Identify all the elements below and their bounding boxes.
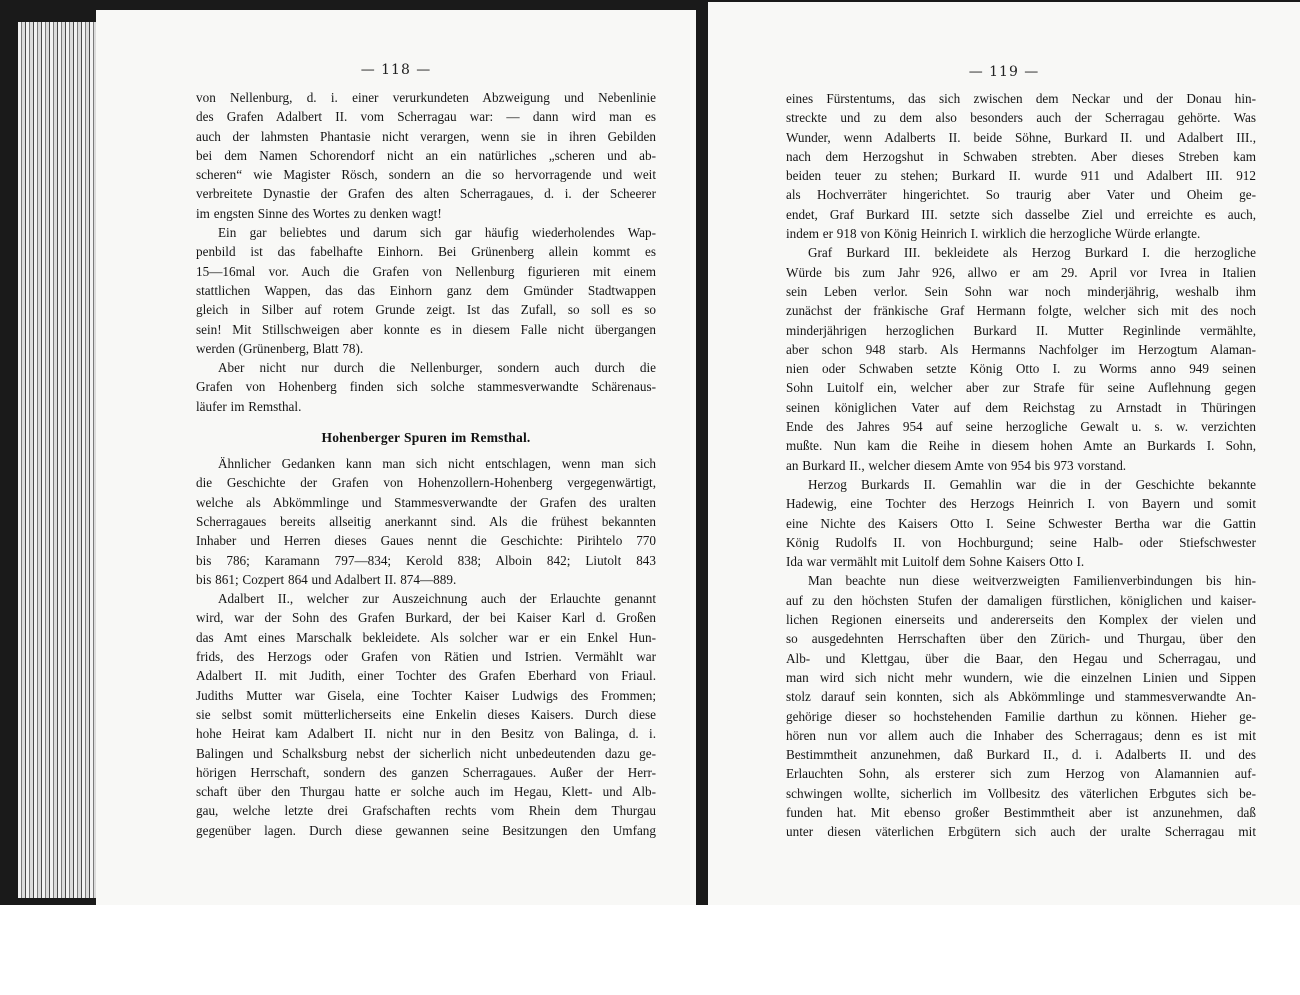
text-line: Ida war vermählt mit Luitolf dem Sohne Kaisers Otto I.	[786, 554, 1085, 570]
text-line: Sohn Luitolf ein, welcher aber zur Strafe für seine Auflehnung gegen	[786, 380, 1256, 396]
text-line: streckte und zu dem also besonders auch der Scherragau gehörte. Was	[786, 110, 1256, 126]
text-line: bis 786; Karamann 797—834; Kerold 838; Alboin 842; Liutolt 843	[196, 552, 656, 568]
text-line: stattlichen Wappen, das das Einhorn ganz dem Gmünder Stadtwappen	[196, 282, 656, 298]
text-line: von Nellenburg, d. i. einer verurkundeten Abzweigung und Nebenlinie	[196, 90, 656, 105]
section-heading: Hohenberger Spuren im Remsthal.	[321, 430, 531, 446]
text-line: Scherragaues bereits allseitig anerkannt sind. Als die frühest bekannten	[196, 513, 656, 529]
text-line: läufer im Remsthal.	[196, 398, 302, 414]
text-line: verbreitete Dynastie der Grafen des alten Scherragaues, d. i. der Scheerer	[196, 186, 656, 202]
right-text-block	[786, 89, 1256, 842]
text-line: man wird sich nicht mehr wundern, wie die einzelnen Linien und Sippen	[786, 669, 1256, 685]
right-page	[708, 2, 1300, 905]
text-line: im engsten Sinne des Wortes zu denken wagt!	[196, 205, 442, 221]
text-line: Adalbert II., welcher zur Auszeichnung auch der Erlauchte genannt	[218, 591, 656, 607]
text-line: gleich in Silber auf rotem Grunde zeigt. Ist das Zufall, so soll es so	[196, 302, 656, 318]
text-line: auch der lahmsten Phantasie nicht verargen, wenn sie in ihren Gebilden	[196, 128, 656, 144]
text-line: schaft über den Thurgau hatte er solche auch im Hegau, Klett- und Alb-	[196, 784, 656, 800]
text-line: bis 861; Cozpert 864 und Adalbert II. 874—889.	[196, 571, 457, 587]
text-line: minderjährigen herzoglichen Burkard II. Mutter Reginlinde vermählte,	[786, 322, 1256, 338]
text-line: Wunder, wenn Adalberts II. beide Söhne, Burkard II. und Adalbert III.,	[786, 129, 1256, 145]
text-line: sein! Mit Stillschweigen aber konnte es in diesem Falle nicht übergangen	[196, 321, 656, 337]
text-line: indem er 918 von König Heinrich I. wirklich die herzogliche Würde erlangte.	[786, 226, 1201, 242]
text-line: als Hochverräter hingerichtet. So traurig aber Vater und Oheim ge-	[786, 187, 1256, 203]
text-line: Alb- und Klettgau, über die Baar, den Hegau und Scherragau, und	[786, 650, 1256, 666]
text-line: Adalbert II. mit Judith, einer Tochter des Grafen Eberhard von Friaul.	[196, 668, 656, 684]
text-line: nach dem Herzogshut in Schwaben strebten. Aber dieses Streben kam	[786, 148, 1256, 164]
text-line: Judiths Mutter war Gisela, eine Tochter Kaiser Ludwigs des Frommen;	[196, 687, 656, 703]
text-line: scheren“ wie Magister Rösch, sondern an die so hervorragende und weit	[196, 167, 656, 183]
text-line: hörigen Herrschaft, sondern des ganzen Scherragaues. Außer der Herr-	[196, 764, 656, 780]
text-line: an Burkard II., welcher diesem Amte von 954 bis 973 vorstand.	[786, 457, 1127, 473]
text-line: frids, des Herzogs oder Grafen von Rätien und Istrien. Vermählt war	[196, 649, 656, 665]
text-line: die Geschichte der Grafen von Hohenzollern-Hohenberg vergegenwärtigt,	[196, 475, 656, 491]
text-line: Man beachte nun diese weitverzweigten Familienverbindungen bis hin-	[808, 573, 1256, 589]
text-line: König Rudolfs II. von Hochburgund; seine Halb- oder Stiefschwester	[786, 534, 1256, 550]
text-line: Hadewig, eine Tochter des Herzogs Heinrich I. von Bayern und somit	[786, 496, 1256, 512]
text-line: Würde bis zum Jahr 926, allwo er am 29. April vor Ivrea in Italien	[786, 264, 1256, 280]
paragraph	[196, 589, 656, 840]
text-line: Graf Burkard III. bekleidete als Herzog Burkard I. die herzogliche	[808, 245, 1256, 261]
paragraph	[786, 571, 1256, 841]
text-line: mußte. Nun kam die Reihe in diesem hohen Amte an Burkards I. Sohn,	[786, 438, 1256, 454]
paragraph	[196, 358, 656, 416]
text-line: Balingen und Schalksburg nebst der sicherlich nicht unbedeutenden dazu ge-	[196, 745, 656, 761]
text-line: penbild ist das fabelhafte Einhorn. Bei Grünenberg allein kommt es	[196, 244, 656, 260]
text-line: schwingen wollte, sicherlich im Vollbesitz des väterlichen Erbgutes sich be-	[786, 785, 1256, 801]
text-line: funden hat. Mit ebenso großer Bestimmtheit aber ist anzunehmen, daß	[786, 804, 1256, 820]
text-line: eines Fürstentums, das sich zwischen dem Neckar und der Donau hin-	[786, 91, 1256, 106]
text-line: welche als Abkömmlinge und Stammesverwandte der Grafen des uralten	[196, 494, 656, 510]
paragraph	[786, 243, 1256, 475]
text-line: Ähnlicher Gedanken kann man sich nicht entschlagen, wenn man sich	[218, 456, 656, 472]
paragraph	[196, 88, 656, 223]
text-line: Inhaber und Herren dieses Gaues nennt die Geschichte: Pirihtelo 770	[196, 533, 656, 549]
page-number: — 119 —	[968, 64, 1040, 80]
text-line: Grafen von Hohenberg finden sich solche stammesverwandte Schärenaus-	[196, 379, 656, 395]
text-line: auf zu den höchsten Stufen der damaligen fürstlichen, königlichen und kaiser-	[786, 592, 1256, 608]
text-line: Herzog Burkards II. Gemahlin war die in der Geschichte bekannte	[808, 476, 1256, 492]
text-line: das Amt eines Marschalk bekleidete. Als solcher war er ein Enkel Hun-	[196, 629, 656, 645]
text-line: hören nun vor allem auch die Inhaber des Scherragaus; denn es ist mit	[786, 727, 1256, 743]
text-line: gegenüber lagen. Durch diese gewannen seine Besitzungen den Umfang	[196, 822, 656, 838]
text-line: so ausgedehnten Herrschaften über den Zürich- und Thurgau, über den	[786, 631, 1256, 647]
text-line: gehörige dieser so hochstehenden Familie darthun zu können. Hieher ge-	[786, 708, 1256, 724]
text-line: gau, welche letzte drei Grafschaften rechts vom Rhein dem Thurgau	[196, 803, 656, 819]
text-line: werden (Grünenberg, Blatt 78).	[196, 340, 364, 356]
text-line: wird, war der Sohn des Grafen Burkard, der bei Kaiser Karl d. Großen	[196, 610, 656, 626]
text-line: Bestimmtheit anzunehmen, daß Burkard II., d. i. Adalberts II. und des	[786, 747, 1256, 763]
text-line: bei dem Namen Schorendorf nicht an ein natürliches „scheren und ab-	[196, 147, 656, 163]
text-line: Erlauchten Sohn, als ersterer sich zum Herzog von Alamannien auf-	[786, 766, 1256, 782]
text-line: stolz darauf sein konnten, sich als Abkömmlinge und stammesverwandte An-	[786, 689, 1256, 705]
text-line: beiden teuer zu stehen; Burkard II. wurde 911 und Adalbert III. 912	[786, 168, 1256, 184]
text-line: seinen königlichen Vater auf dem Reichstag zu Arnstadt in Thüringen	[786, 399, 1256, 415]
text-line: sie selbst somit mütterlicherseits eine Enkelin dieses Kaisers. Durch diese	[196, 706, 656, 722]
text-line: nien oder Schwaben setzte König Otto I. zu Worms anno 949 seinen	[786, 361, 1256, 377]
text-line: Ende des Jahres 954 auf seine herzogliche Gewalt u. s. w. verzichten	[786, 419, 1256, 435]
text-line: endet, Graf Burkard III. setzte sich dasselbe Ziel und erreichte es auch,	[786, 206, 1256, 222]
text-line: Ein gar beliebtes und darum sich gar häufig wiederholendes Wap-	[218, 225, 656, 241]
paragraph	[196, 454, 656, 589]
text-line: hohe Heirat kam Adalbert II. nicht nur in den Besitz von Balinga, d. i.	[196, 726, 656, 742]
paragraph	[786, 475, 1256, 571]
left-text-block	[196, 88, 656, 840]
text-line: zunächst der fränkische Graf Hermann folgte, welcher sich mit des noch	[786, 303, 1256, 319]
text-line: lichen Regionen einerseits und andererseits den Komplex der vielen und	[786, 612, 1256, 628]
paragraph	[786, 89, 1256, 243]
page-edges	[18, 22, 98, 898]
left-page	[96, 10, 696, 905]
text-line: aber schon 948 starb. Als Hermanns Nachfolger im Herzogtum Alaman-	[786, 341, 1256, 357]
text-line: unter diesen väterlichen Erbgütern sich auch der uralte Scherragau mit	[786, 824, 1256, 840]
text-line: 15—16mal vor. Auch die Grafen von Nellenburg figurieren mit einem	[196, 263, 656, 279]
text-line: sein Leben verlor. Sein Sohn war noch minderjährig, weshalb ihm	[786, 283, 1256, 299]
text-line: Aber nicht nur durch die Nellenburger, sondern auch durch die	[218, 360, 656, 376]
text-line: eine Nichte des Kaisers Otto I. Seine Schwester Bertha war die Gattin	[786, 515, 1256, 531]
page-number: — 118 —	[360, 62, 432, 78]
text-line: des Grafen Adalbert II. vom Scherragau war: — dann wird man es	[196, 109, 656, 125]
bottom-margin	[0, 905, 1300, 995]
paragraph	[196, 223, 656, 358]
